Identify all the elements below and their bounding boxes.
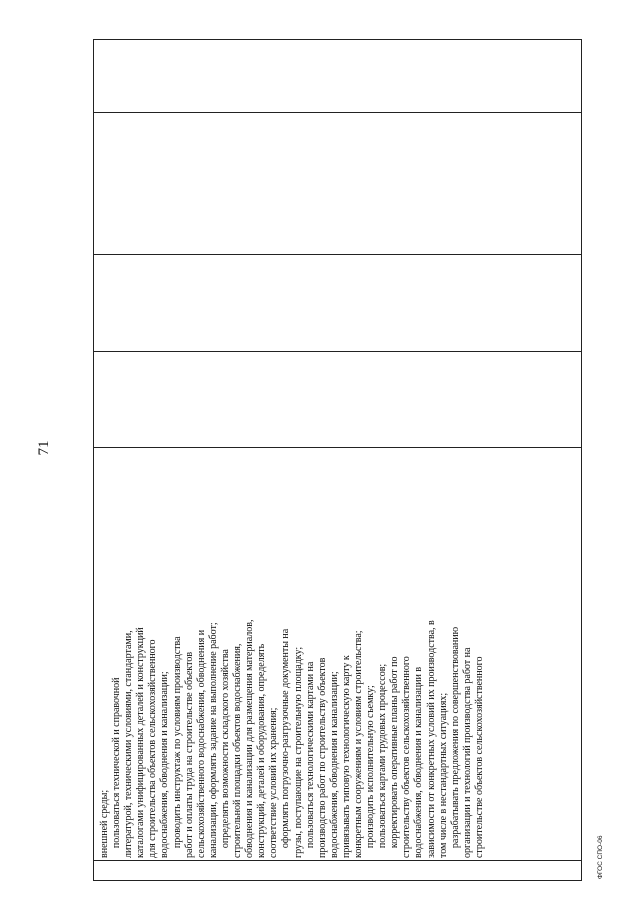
table-cell-empty	[94, 352, 582, 448]
skills-line: строительной площадки объектов водоснабжения,	[232, 643, 244, 858]
skills-line: оформлять погрузочно-разгрузочные документы на	[280, 628, 292, 858]
skills-line: том числе в нестандартных ситуациях;	[437, 692, 449, 858]
page-number: 71	[36, 440, 52, 456]
skills-line: литературой, техническими условиями, стандартами,	[123, 630, 135, 858]
skills-line: конкретным сооружениям и условиям строительства;	[352, 630, 364, 858]
skills-line: для строительства объектов сельскохозяйственного	[147, 639, 159, 858]
skills-line: канализации, оформлять задание на выполнение работ;	[207, 622, 219, 858]
footer-code: ФГОС СПО-06	[597, 835, 604, 879]
skills-line: организации и технологий производства работ на	[461, 647, 473, 858]
table-cell-empty	[94, 113, 582, 255]
standards-table	[93, 39, 582, 881]
table-row	[94, 40, 582, 881]
skills-line: строительству объектов сельскохозяйственного	[401, 656, 413, 858]
skills-line: водоснабжения, обводнения и канализации;	[159, 671, 171, 858]
skills-line: конструкций, деталей и оборудования, определять	[256, 643, 268, 858]
skills-line: обводнения и канализации для размещения материалов,	[244, 619, 256, 858]
table-cell-skills	[94, 448, 582, 861]
skills-line: внешней среды;	[99, 789, 110, 858]
skills-line: сельскохозяйственного водоснабжения, обводнения и	[195, 629, 207, 858]
skills-line: зависимости от конкретных условий их производства, в	[425, 620, 437, 858]
skills-line: пользоваться технологическими картами на	[304, 661, 316, 858]
skills-line: производить исполнительную съемку;	[365, 685, 377, 858]
skills-line: корректировать оперативные планы работ по	[389, 656, 401, 858]
table-cell-empty	[94, 40, 582, 113]
skills-line: привязывать типовую технологическую карту к	[340, 655, 352, 858]
skills-line: соответствие условий их хранения;	[268, 707, 280, 858]
skills-line: определять возможности складского хозяйства	[219, 649, 231, 858]
skills-line: водоснабжения, обводнения и канализации в	[413, 666, 425, 858]
skills-line: работ и оплаты труда на строительстве объектов	[183, 651, 195, 858]
skills-line: проводить инструктаж по условиям производства	[171, 636, 183, 858]
table-cell-index	[94, 861, 582, 881]
skills-line: пользоваться картами трудовых процессов;	[377, 663, 389, 858]
table-cell-empty	[94, 255, 582, 352]
skills-line: водоснабжения, обводнения и канализации;	[328, 671, 340, 858]
skills-line: пользоваться технической и справочной	[111, 677, 123, 858]
skills-line: каталогами унифицированных деталей и конструкций	[135, 627, 147, 858]
skills-line: производство работ по строительству объектов	[316, 657, 328, 858]
skills-line: грузы, поступающие на строительную площадку;	[292, 646, 304, 858]
skills-line: строительстве объектов сельскохозяйственного	[473, 656, 485, 858]
skills-line: разрабатывать предложения по совершенствованию	[449, 626, 461, 858]
skills-text	[94, 448, 486, 860]
